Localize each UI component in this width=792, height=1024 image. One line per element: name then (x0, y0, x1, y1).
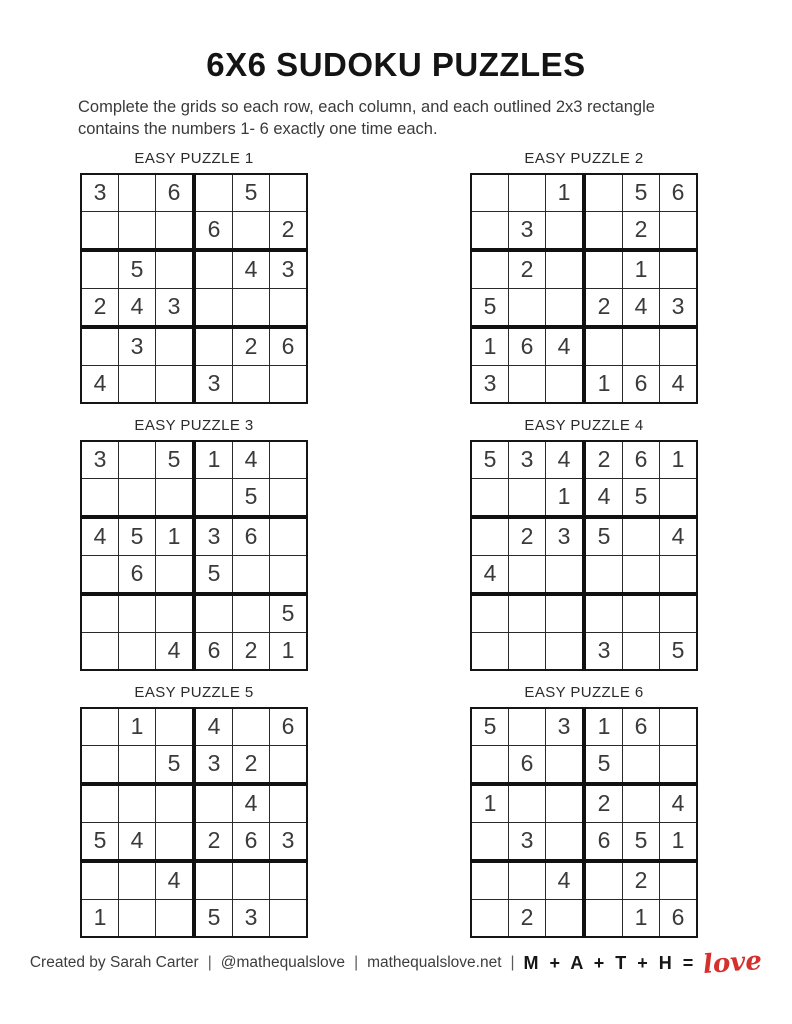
sudoku-cell-empty (623, 594, 660, 633)
sudoku-cell-empty (660, 327, 698, 366)
sudoku-cell-given: 4 (119, 822, 156, 861)
sudoku-cell-given: 5 (623, 174, 660, 212)
sudoku-cell-given: 2 (233, 745, 270, 784)
sudoku-cell-empty (81, 478, 119, 517)
sudoku-row (471, 288, 697, 327)
puzzle-3 (78, 417, 310, 671)
sudoku-cell-empty (584, 861, 623, 900)
sudoku-grid-2 (470, 173, 698, 404)
sudoku-cell-empty (471, 478, 509, 517)
sudoku-row (81, 745, 307, 784)
sudoku-cell-given: 3 (270, 250, 308, 289)
puzzle-title-1: EASY PUZZLE 1 (134, 149, 254, 167)
sudoku-cell-empty (584, 899, 623, 937)
sudoku-cell-given: 5 (584, 745, 623, 784)
sudoku-cell-empty (270, 517, 308, 556)
sudoku-cell-given: 5 (660, 632, 698, 670)
sudoku-cell-given: 3 (81, 441, 119, 479)
sudoku-cell-given: 6 (509, 745, 546, 784)
sudoku-cell-given: 3 (584, 632, 623, 670)
sudoku-cell-empty (509, 594, 546, 633)
sudoku-cell-given: 5 (156, 441, 195, 479)
sudoku-cell-empty (623, 517, 660, 556)
sudoku-row (81, 861, 307, 900)
puzzle-title-2: EASY PUZZLE 2 (524, 149, 644, 167)
sudoku-cell-given: 4 (623, 288, 660, 327)
sudoku-cell-given: 4 (233, 250, 270, 289)
sudoku-cell-given: 6 (623, 441, 660, 479)
sudoku-cell-empty (270, 365, 308, 403)
sudoku-cell-empty (233, 861, 270, 900)
instructions-text: Complete the grids so each row, each column, and each outlined 2x3 rectangle contains the numbers 1- 6 exactly one time each. (78, 98, 655, 138)
sudoku-row (471, 899, 697, 937)
sudoku-cell-empty (233, 365, 270, 403)
sudoku-cell-given: 3 (156, 288, 195, 327)
sudoku-cell-empty (270, 478, 308, 517)
sudoku-cell-empty (270, 174, 308, 212)
sudoku-cell-empty (81, 211, 119, 250)
credit-text: Created by Sarah Carter (29, 954, 199, 971)
sudoku-cell-empty (660, 250, 698, 289)
sudoku-cell-given: 4 (81, 365, 119, 403)
sudoku-cell-empty (81, 861, 119, 900)
sudoku-cell-empty (194, 784, 233, 823)
sudoku-cell-empty (119, 784, 156, 823)
sudoku-cell-given: 4 (660, 517, 698, 556)
sudoku-cell-empty (194, 478, 233, 517)
puzzle-title-4: EASY PUZZLE 4 (524, 416, 644, 434)
sudoku-cell-given: 5 (471, 288, 509, 327)
sudoku-cell-empty (194, 327, 233, 366)
sudoku-cell-given: 6 (660, 174, 698, 212)
sudoku-cell-empty (584, 211, 623, 250)
sudoku-cell-empty (119, 211, 156, 250)
sudoku-cell-empty (119, 861, 156, 900)
sudoku-row (471, 784, 697, 823)
sudoku-cell-empty (546, 211, 585, 250)
sudoku-cell-empty (119, 632, 156, 670)
sudoku-cell-empty (660, 478, 698, 517)
sudoku-cell-given: 5 (119, 517, 156, 556)
sudoku-cell-given: 6 (584, 822, 623, 861)
sudoku-cell-given: 5 (81, 822, 119, 861)
sudoku-cell-empty (509, 632, 546, 670)
sudoku-cell-empty (156, 708, 195, 746)
sudoku-cell-empty (509, 365, 546, 403)
sudoku-cell-empty (156, 250, 195, 289)
sudoku-cell-given: 4 (660, 784, 698, 823)
sudoku-cell-given: 3 (546, 708, 585, 746)
sudoku-cell-given: 6 (623, 708, 660, 746)
sudoku-cell-given: 3 (119, 327, 156, 366)
sudoku-cell-empty (194, 174, 233, 212)
sudoku-cell-given: 3 (660, 288, 698, 327)
sudoku-cell-empty (546, 784, 585, 823)
sudoku-cell-given: 4 (546, 441, 585, 479)
sudoku-cell-empty (156, 327, 195, 366)
footer (0, 945, 792, 981)
sudoku-cell-given: 1 (156, 517, 195, 556)
puzzle-1 (78, 150, 310, 404)
sudoku-cell-given: 1 (194, 441, 233, 479)
sudoku-cell-given: 1 (584, 365, 623, 403)
sudoku-cell-empty (546, 822, 585, 861)
sudoku-row (81, 517, 307, 556)
sudoku-cell-given: 3 (194, 365, 233, 403)
sudoku-cell-given: 6 (119, 555, 156, 594)
sudoku-cell-empty (471, 822, 509, 861)
sudoku-cell-given: 5 (156, 745, 195, 784)
sudoku-cell-empty (81, 327, 119, 366)
sudoku-cell-given: 1 (623, 250, 660, 289)
separator: | (510, 954, 515, 971)
sudoku-cell-empty (471, 174, 509, 212)
sudoku-cell-empty (660, 745, 698, 784)
sudoku-row (471, 365, 697, 403)
social-handle: @mathequalslove (220, 954, 346, 971)
sudoku-cell-empty (623, 327, 660, 366)
sudoku-cell-given: 4 (546, 861, 585, 900)
sudoku-cell-given: 1 (270, 632, 308, 670)
sudoku-cell-empty (471, 517, 509, 556)
sudoku-cell-given: 4 (81, 517, 119, 556)
sudoku-cell-given: 1 (471, 327, 509, 366)
sudoku-cell-empty (270, 745, 308, 784)
sudoku-cell-empty (660, 555, 698, 594)
sudoku-cell-given: 1 (119, 708, 156, 746)
sudoku-cell-empty (156, 784, 195, 823)
sudoku-row (81, 365, 307, 403)
sudoku-cell-empty (81, 745, 119, 784)
sudoku-cell-empty (156, 594, 195, 633)
puzzle-5 (78, 684, 310, 938)
sudoku-cell-empty (509, 288, 546, 327)
sudoku-cell-given: 6 (509, 327, 546, 366)
sudoku-cell-given: 2 (509, 250, 546, 289)
math-equals-love-logo (523, 945, 764, 981)
sudoku-cell-given: 5 (270, 594, 308, 633)
sudoku-cell-given: 2 (623, 211, 660, 250)
sudoku-cell-given: 4 (156, 632, 195, 670)
sudoku-cell-given: 2 (584, 784, 623, 823)
sudoku-cell-empty (81, 708, 119, 746)
sudoku-cell-empty (509, 174, 546, 212)
sudoku-cell-given: 1 (546, 478, 585, 517)
sudoku-cell-empty (509, 861, 546, 900)
sudoku-cell-given: 1 (81, 899, 119, 937)
sudoku-cell-given: 5 (471, 708, 509, 746)
sudoku-cell-empty (509, 784, 546, 823)
sudoku-cell-given: 6 (233, 822, 270, 861)
sudoku-cell-empty (270, 288, 308, 327)
sudoku-cell-given: 6 (194, 632, 233, 670)
sudoku-cell-empty (623, 745, 660, 784)
sudoku-cell-given: 2 (584, 441, 623, 479)
sudoku-cell-empty (270, 899, 308, 937)
separator: | (207, 954, 212, 971)
sudoku-cell-empty (546, 288, 585, 327)
sudoku-cell-empty (471, 211, 509, 250)
sudoku-cell-empty (546, 555, 585, 594)
sudoku-cell-empty (584, 555, 623, 594)
sudoku-cell-empty (156, 822, 195, 861)
logo-math-text: M + A + T + H = (523, 952, 697, 973)
sudoku-cell-empty (119, 174, 156, 212)
sudoku-cell-empty (233, 555, 270, 594)
sudoku-cell-empty (156, 899, 195, 937)
separator: | (354, 954, 359, 971)
sudoku-cell-empty (660, 861, 698, 900)
sudoku-cell-given: 4 (660, 365, 698, 403)
sudoku-cell-empty (119, 441, 156, 479)
sudoku-cell-empty (81, 594, 119, 633)
sudoku-cell-empty (660, 211, 698, 250)
sudoku-cell-given: 5 (194, 899, 233, 937)
website-url: mathequalslove.net (367, 954, 502, 971)
sudoku-row (81, 822, 307, 861)
sudoku-cell-given: 3 (270, 822, 308, 861)
sudoku-row (81, 899, 307, 937)
sudoku-cell-empty (546, 250, 585, 289)
sudoku-cell-given: 5 (584, 517, 623, 556)
sudoku-cell-empty (119, 365, 156, 403)
sudoku-cell-empty (546, 632, 585, 670)
sudoku-row (471, 250, 697, 289)
sudoku-row (81, 555, 307, 594)
sudoku-cell-given: 5 (471, 441, 509, 479)
puzzle-6 (468, 684, 700, 938)
puzzle-title-3: EASY PUZZLE 3 (134, 416, 254, 434)
sudoku-cell-given: 1 (546, 174, 585, 212)
sudoku-cell-empty (509, 708, 546, 746)
sudoku-cell-empty (623, 555, 660, 594)
sudoku-cell-given: 5 (233, 174, 270, 212)
sudoku-cell-empty (270, 784, 308, 823)
sudoku-cell-given: 3 (509, 211, 546, 250)
sudoku-cell-given: 4 (233, 784, 270, 823)
sudoku-grid-5 (80, 707, 308, 938)
sudoku-cell-empty (270, 441, 308, 479)
sudoku-row (81, 441, 307, 479)
sudoku-cell-given: 2 (81, 288, 119, 327)
sudoku-row (471, 632, 697, 670)
sudoku-cell-empty (119, 478, 156, 517)
sudoku-cell-given: 5 (233, 478, 270, 517)
sudoku-cell-given: 6 (156, 174, 195, 212)
sudoku-cell-given: 3 (81, 174, 119, 212)
sudoku-cell-empty (471, 632, 509, 670)
sudoku-cell-empty (194, 288, 233, 327)
sudoku-cell-given: 6 (623, 365, 660, 403)
sudoku-row (471, 517, 697, 556)
sudoku-cell-empty (509, 555, 546, 594)
sudoku-cell-given: 6 (233, 517, 270, 556)
sudoku-cell-given: 4 (471, 555, 509, 594)
sudoku-grid-3 (80, 440, 308, 671)
puzzle-grid-area (78, 150, 792, 938)
sudoku-cell-given: 6 (270, 327, 308, 366)
sudoku-cell-empty (233, 211, 270, 250)
sudoku-cell-given: 3 (194, 517, 233, 556)
sudoku-row (471, 555, 697, 594)
sudoku-cell-empty (119, 899, 156, 937)
logo-love-script: love (702, 945, 764, 981)
sudoku-cell-given: 6 (194, 211, 233, 250)
sudoku-cell-empty (546, 365, 585, 403)
sudoku-row (471, 861, 697, 900)
sudoku-cell-given: 5 (623, 822, 660, 861)
sudoku-cell-empty (233, 288, 270, 327)
sudoku-cell-empty (584, 250, 623, 289)
sudoku-cell-given: 2 (233, 632, 270, 670)
sudoku-cell-empty (623, 784, 660, 823)
sudoku-cell-given: 5 (623, 478, 660, 517)
sudoku-cell-empty (81, 250, 119, 289)
sudoku-cell-given: 3 (546, 517, 585, 556)
sudoku-cell-empty (156, 211, 195, 250)
sudoku-cell-empty (546, 594, 585, 633)
sudoku-cell-given: 3 (194, 745, 233, 784)
sudoku-cell-empty (660, 708, 698, 746)
sudoku-cell-given: 3 (233, 899, 270, 937)
sudoku-cell-given: 2 (194, 822, 233, 861)
sudoku-cell-given: 4 (233, 441, 270, 479)
sudoku-cell-empty (81, 555, 119, 594)
sudoku-cell-given: 2 (509, 517, 546, 556)
sudoku-cell-given: 5 (119, 250, 156, 289)
sudoku-cell-empty (660, 594, 698, 633)
sudoku-cell-empty (119, 745, 156, 784)
sudoku-cell-given: 1 (623, 899, 660, 937)
sudoku-cell-empty (194, 861, 233, 900)
sudoku-row (81, 478, 307, 517)
sudoku-cell-given: 1 (660, 822, 698, 861)
sudoku-cell-empty (509, 478, 546, 517)
sudoku-cell-empty (584, 594, 623, 633)
sudoku-row (81, 211, 307, 250)
sudoku-cell-given: 3 (509, 822, 546, 861)
sudoku-cell-empty (156, 365, 195, 403)
sudoku-cell-given: 4 (194, 708, 233, 746)
sudoku-cell-empty (81, 784, 119, 823)
sudoku-cell-empty (81, 632, 119, 670)
sudoku-cell-empty (270, 861, 308, 900)
puzzle-2 (468, 150, 700, 404)
sudoku-cell-given: 4 (156, 861, 195, 900)
sudoku-cell-empty (156, 555, 195, 594)
sudoku-cell-empty (623, 632, 660, 670)
page-title: 6X6 SUDOKU PUZZLES (206, 46, 586, 83)
sudoku-row (471, 822, 697, 861)
sudoku-cell-empty (471, 745, 509, 784)
sudoku-cell-empty (119, 594, 156, 633)
sudoku-cell-given: 2 (270, 211, 308, 250)
sudoku-cell-empty (584, 174, 623, 212)
sudoku-cell-given: 3 (509, 441, 546, 479)
sudoku-cell-empty (270, 555, 308, 594)
sudoku-cell-given: 4 (119, 288, 156, 327)
sudoku-row (81, 594, 307, 633)
sudoku-grid-6 (470, 707, 698, 938)
sudoku-cell-empty (233, 708, 270, 746)
sudoku-row (471, 441, 697, 479)
sudoku-cell-given: 2 (233, 327, 270, 366)
sudoku-cell-given: 2 (509, 899, 546, 937)
sudoku-cell-empty (471, 861, 509, 900)
sudoku-cell-empty (471, 899, 509, 937)
sudoku-row (81, 250, 307, 289)
sudoku-row (81, 327, 307, 366)
puzzle-4 (468, 417, 700, 671)
sudoku-cell-given: 3 (471, 365, 509, 403)
sudoku-row (471, 708, 697, 746)
sudoku-cell-empty (546, 899, 585, 937)
sudoku-row (81, 708, 307, 746)
sudoku-cell-empty (194, 594, 233, 633)
puzzle-title-6: EASY PUZZLE 6 (524, 683, 644, 701)
sudoku-row (471, 327, 697, 366)
sudoku-cell-given: 2 (584, 288, 623, 327)
sudoku-grid-4 (470, 440, 698, 671)
sudoku-cell-given: 1 (660, 441, 698, 479)
sudoku-cell-empty (194, 250, 233, 289)
sudoku-cell-empty (546, 745, 585, 784)
sudoku-cell-given: 6 (270, 708, 308, 746)
sudoku-row (471, 478, 697, 517)
puzzle-title-5: EASY PUZZLE 5 (134, 683, 254, 701)
sudoku-cell-empty (156, 478, 195, 517)
sudoku-cell-given: 6 (660, 899, 698, 937)
sudoku-cell-given: 4 (546, 327, 585, 366)
sudoku-row (471, 594, 697, 633)
sudoku-row (471, 174, 697, 212)
sudoku-cell-given: 1 (471, 784, 509, 823)
sudoku-cell-given: 2 (623, 861, 660, 900)
sudoku-row (81, 174, 307, 212)
sudoku-row (471, 745, 697, 784)
sudoku-row (81, 784, 307, 823)
sudoku-cell-empty (584, 327, 623, 366)
sudoku-cell-given: 5 (194, 555, 233, 594)
sudoku-cell-empty (471, 250, 509, 289)
sudoku-grid-1 (80, 173, 308, 404)
sudoku-cell-empty (233, 594, 270, 633)
sudoku-row (81, 288, 307, 327)
sudoku-cell-given: 1 (584, 708, 623, 746)
sudoku-cell-given: 4 (584, 478, 623, 517)
sudoku-row (81, 632, 307, 670)
sudoku-cell-empty (471, 594, 509, 633)
sudoku-row (471, 211, 697, 250)
